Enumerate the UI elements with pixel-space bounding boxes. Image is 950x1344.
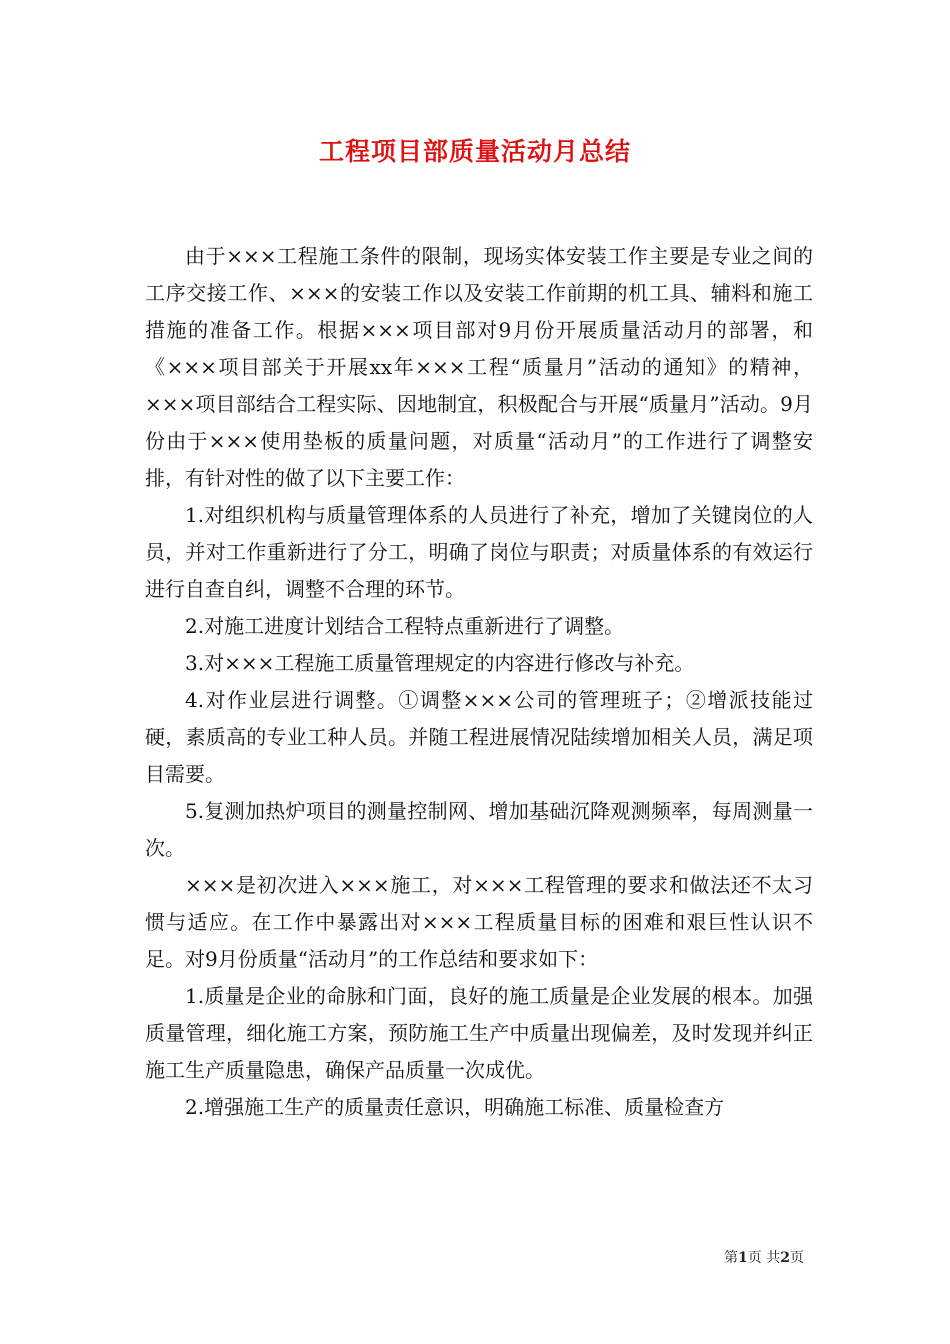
summary-paragraph: ×××是初次进入×××施工，对×××工程管理的要求和做法还不太习惯与适应。在工作中暴露出对×××工程质量目标的困难和艰巨性认识不足。对9月份质量“活动月”的工作总结和要求如下： xyxy=(145,873,813,971)
page-number-footer xyxy=(724,1247,804,1267)
footer-middle: 页 共 xyxy=(747,1250,781,1266)
document-body xyxy=(145,238,813,1126)
footer-suffix: 页 xyxy=(790,1250,804,1266)
current-page-number: 1 xyxy=(738,1250,748,1266)
list-item: 3.对×××工程施工质量管理规定的内容进行修改与补充。 xyxy=(185,651,695,675)
list-item: 4.对作业层进行调整。①调整×××公司的管理班子；②增派技能过硬，素质高的专业工种人员。并随工程进展情况陆续增加相关人员，满足项目需要。 xyxy=(145,688,813,786)
footer-prefix: 第 xyxy=(724,1250,739,1266)
page-title: 工程项目部质量活动月总结 xyxy=(318,137,631,166)
list-item: 1.质量是企业的命脉和门面，良好的施工质量是企业发展的根本。加强质量管理，细化施工方案，预防施工生产中质量出现偏差，及时发现并纠正施工生产质量隐患，确保产品质量一次成优。 xyxy=(145,984,813,1082)
list-item: 2.增强施工生产的质量责任意识，明确施工标准、质量检查方 xyxy=(185,1095,725,1119)
intro-paragraph: 由于×××工程施工条件的限制，现场实体安装工作主要是专业之间的工序交接工作、×××的安装工作以及安装工作前期的机工具、辅料和施工措施的准备工作。根据×××项目部对9月份开展质量活动月的部署，和《×××项目部关于开展xx年×××工程“质量月”活动的通知》的精神，×××项目部结合工程实际、因地制宜，积极配合与开展“质量月”活动。9月份由于×××使用垫板的质量问题，对质量“活动月”的工作进行了调整安排，有针对性的做了以下主要工作： xyxy=(145,244,813,490)
list-item: 2.对施工进度计划结合工程特点重新进行了调整。 xyxy=(185,614,625,638)
total-pages-number: 2 xyxy=(780,1250,790,1266)
list-item: 5.复测加热炉项目的测量控制网、增加基础沉降观测频率，每周测量一次。 xyxy=(145,799,813,860)
list-item: 1.对组织机构与质量管理体系的人员进行了补充，增加了关键岗位的人员，并对工作重新进行了分工，明确了岗位与职责；对质量体系的有效运行进行自查自纠，调整不合理的环节。 xyxy=(145,503,813,601)
